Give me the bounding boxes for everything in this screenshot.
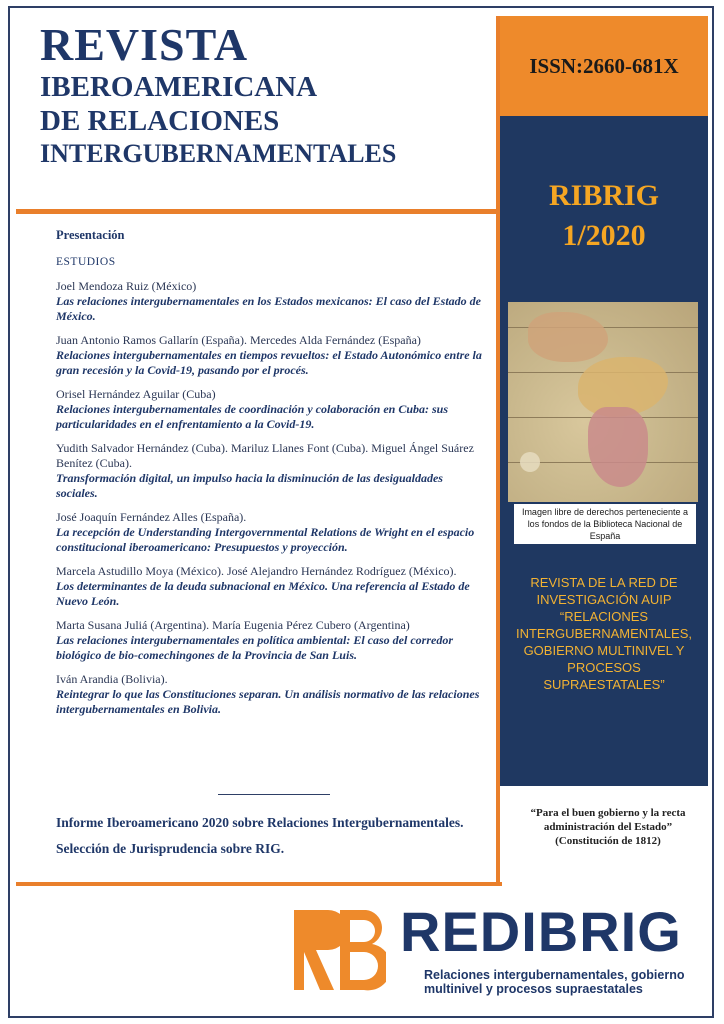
toc-entry[interactable] (56, 279, 486, 324)
entry-title: Reintegrar lo que las Constituciones separan. Un análisis normativo de las relaciones intergubernamentales en Bolivia. (56, 687, 480, 716)
title-divider (16, 209, 496, 214)
quote-text: “Para el buen gobierno y la recta administración del Estado” (530, 807, 686, 833)
title-line-4: INTERGUBERNAMENTALES (40, 139, 397, 168)
entry-title: La recepción de Understanding Intergovernmental Relations de Wright en el espacio constitucional iberoamericano: Presupuestos y proyección. (56, 525, 475, 554)
entry-authors: Marta Susana Juliá (Argentina). María Eugenia Pérez Cubero (Argentina) (56, 618, 410, 632)
toc-entry[interactable] (56, 441, 486, 501)
presentation-link[interactable]: Presentación (56, 228, 125, 242)
bottom-divider (16, 882, 502, 886)
entry-title: Transformación digital, un impulso hacia la disminución de las desigualdades sociales. (56, 471, 443, 500)
historic-map-image (508, 302, 698, 502)
map-landmass (588, 407, 648, 487)
issue-number: 1/2020 (562, 219, 646, 252)
logo-subtitle: Relaciones intergubernamentales, gobierno multinivel y procesos supraestatales (424, 968, 685, 996)
toc-entry[interactable] (56, 618, 486, 663)
entry-title: Los determinantes de la deuda subnacional en México. Una referencia al Estado de Nuevo León. (56, 579, 470, 608)
entry-authors: Orisel Hernández Aguilar (Cuba) (56, 387, 216, 401)
extra-sections (56, 814, 476, 866)
toc-entry[interactable] (56, 672, 486, 717)
toc-entry[interactable] (56, 333, 486, 378)
image-caption: Imagen libre de derechos perteneciente a los fondos de la Biblioteca Nacional de España (514, 504, 696, 544)
map-landmass (528, 312, 608, 362)
entry-authors: Joel Mendoza Ruiz (México) (56, 279, 197, 293)
entry-authors: Marcela Astudillo Moya (México). José Alejandro Hernández Rodríguez (México). (56, 564, 457, 578)
entry-title: Relaciones intergubernamentales en tiempos revueltos: el Estado Autonómico entre la gran recesión y la Covid-19, pasando por el procés. (56, 348, 482, 377)
issn-box (500, 16, 708, 116)
network-description: REVISTA DE LA RED DE INVESTIGACIÓN AUIP “RELACIONES INTERGUBERNAMENTALES, GOBIERNO MULTINIVEL Y PROCESOS SUPRAESTATALES” (515, 575, 692, 692)
title-line-3: DE RELACIONES (40, 105, 280, 137)
title-line-2: IBEROAMERICANA (40, 71, 318, 103)
jurisprudencia-link[interactable]: Selección de Jurisprudencia sobre RIG. (56, 841, 285, 856)
entry-authors: Iván Arandia (Bolivia). (56, 672, 168, 686)
logo-name: REDIBRIG (400, 900, 682, 963)
journal-title (40, 20, 500, 170)
informe-link[interactable]: Informe Iberoamericano 2020 sobre Relaciones Intergubernamentales. (56, 815, 464, 830)
section-divider (218, 794, 330, 795)
entry-authors: Yudith Salvador Hernández (Cuba). Mariluz Llanes Font (Cuba). Miguel Ángel Suárez Benítez (Cuba). (56, 441, 474, 470)
map-landmass (520, 452, 540, 472)
issue-panel (500, 116, 708, 786)
redibrig-logo-icon (294, 904, 386, 996)
entry-title: Las relaciones intergubernamentales en política ambiental: El caso del corredor biológico de bio-comechingones de la Provincia de San Luis. (56, 633, 453, 662)
table-of-contents (56, 228, 486, 717)
toc-entry[interactable] (56, 564, 486, 609)
entry-authors: Juan Antonio Ramos Gallarín (España). Mercedes Alda Fernández (España) (56, 333, 421, 347)
issue-id (500, 176, 708, 256)
quote-source: (Constitución de 1812) (555, 835, 661, 847)
entry-authors: José Joaquín Fernández Alles (España). (56, 510, 247, 524)
issn-label: ISSN:2660-681X (529, 53, 679, 78)
toc-entry[interactable] (56, 387, 486, 432)
logo-r-glyph (294, 910, 348, 990)
entry-title: Las relaciones intergubernamentales en los Estados mexicanos: El caso del Estado de México. (56, 294, 482, 323)
constitution-quote (510, 806, 706, 848)
issue-name: RIBRIG (548, 179, 660, 212)
entry-title: Relaciones intergubernamentales de coordinación y colaboración en Cuba: sus particularidades en el enfrentamiento a la Covid-19. (56, 402, 449, 431)
logo-b-glyph (340, 910, 386, 990)
toc-entry[interactable] (56, 510, 486, 555)
section-heading: ESTUDIOS (56, 256, 116, 268)
title-line-1: REVISTA (40, 19, 249, 70)
